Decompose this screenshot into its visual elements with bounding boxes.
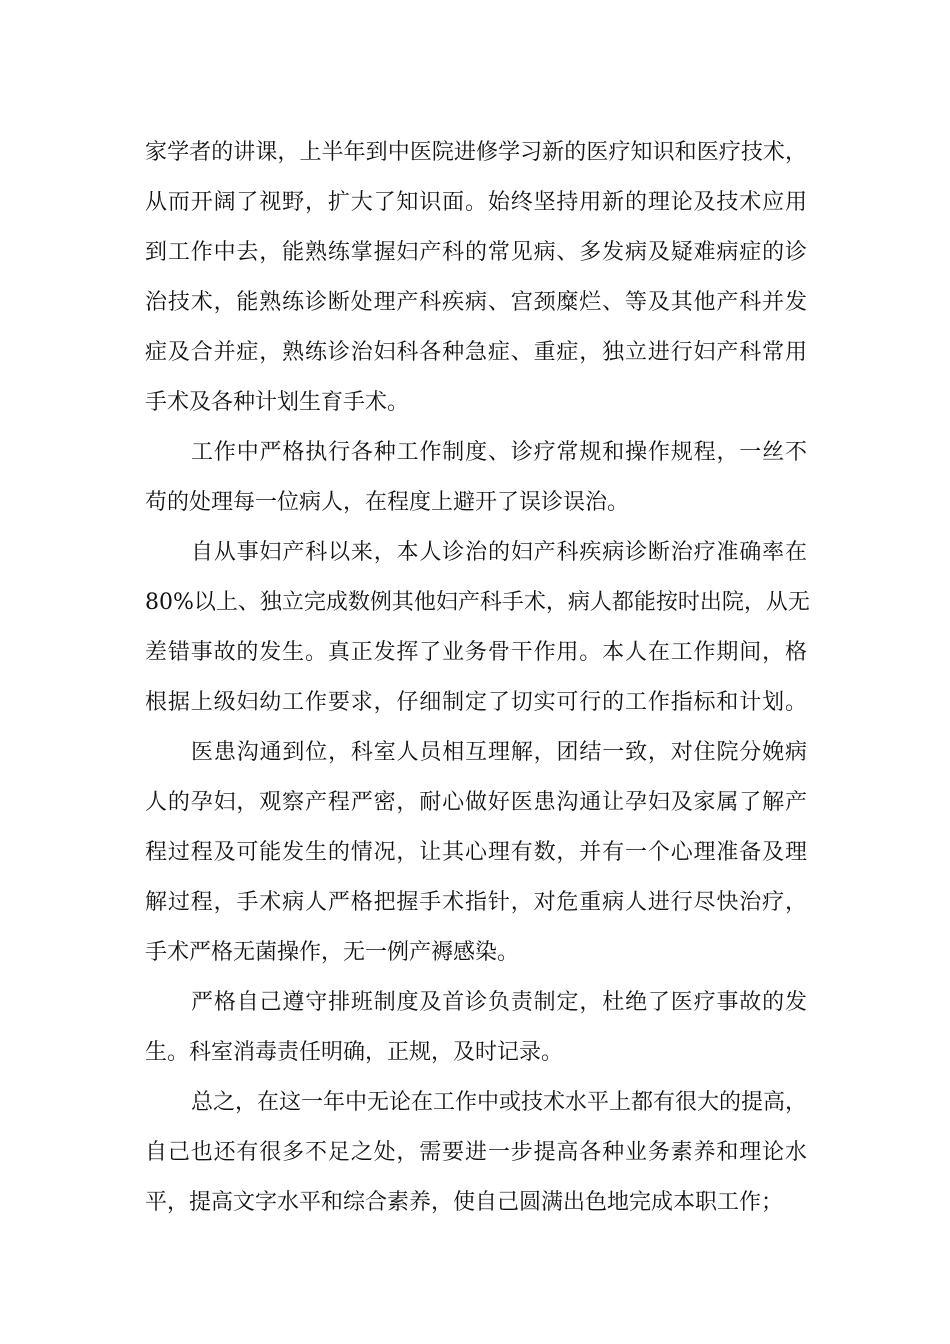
text-line: 生。科室消毒责任明确，正规，及时记录。 [145,1040,564,1065]
text-line: 总之，在这一年中无论在工作中或技术水平上都有很大的提高， [191,1090,808,1115]
paragraph-2 [145,428,807,528]
text-line: 程过程及可能发生的情况，让其心理有数，并有一个心理准备及理 [145,840,807,865]
text-line: 治技术，能熟练诊断处理产科疾病、宫颈糜烂、等及其他产科并发 [145,290,807,315]
text-line: 根据上级妇幼工作要求，仔细制定了切实可行的工作指标和计划。 [145,690,807,715]
text-line: 工作中严格执行各种工作制度、诊疗常规和操作规程，一丝不 [191,440,807,465]
paragraph-3 [145,528,810,728]
paragraph-6 [145,1078,807,1228]
text-line: 自从事妇产科以来，本人诊治的妇产科疾病诊断治疗准确率在 [191,540,807,565]
text-line: 从而开阔了视野，扩大了知识面。始终坚持用新的理论及技术应用 [145,190,807,215]
text-line: 自己也还有很多不足之处，需要进一步提高各种业务素养和理论水 [145,1140,807,1165]
text-line: 到工作中去，能熟练掌握妇产科的常见病、多发病及疑难病症的诊 [145,240,807,265]
text-line: 医患沟通到位，科室人员相互理解，团结一致，对住院分娩病 [191,740,807,765]
text-line: 严格自己遵守排班制度及首诊负责制定，杜绝了医疗事故的发 [191,990,807,1015]
text-line: 人的孕妇，观察产程严密，耐心做好医患沟通让孕妇及家属了解产 [145,790,807,815]
text-line: 手术严格无菌操作，无一例产褥感染。 [145,940,520,965]
text-line: 症及合并症，熟练诊治妇科各种急症、重症，独立进行妇产科常用 [145,340,807,365]
document-page [145,128,810,1228]
text-line: 80%以上、独立完成数例其他妇产科手术，病人都能按时出院，从无 [145,590,810,615]
text-line: 家学者的讲课，上半年到中医院进修学习新的医疗知识和医疗技术， [145,140,807,165]
text-line: 差错事故的发生。真正发挥了业务骨干作用。本人在工作期间，格 [145,640,807,665]
text-line: 平，提高文字水平和综合素养，使自己圆满出色地完成本职工作； [145,1190,784,1215]
text-line: 解过程，手术病人严格把握手术指针，对危重病人进行尽快治疗， [145,890,807,915]
paragraph-5 [145,978,807,1078]
text-line: 手术及各种计划生育手术。 [145,390,410,415]
paragraph-1 [145,128,807,428]
text-line: 苟的处理每一位病人，在程度上避开了误诊误治。 [145,490,630,515]
paragraph-4 [145,728,807,978]
